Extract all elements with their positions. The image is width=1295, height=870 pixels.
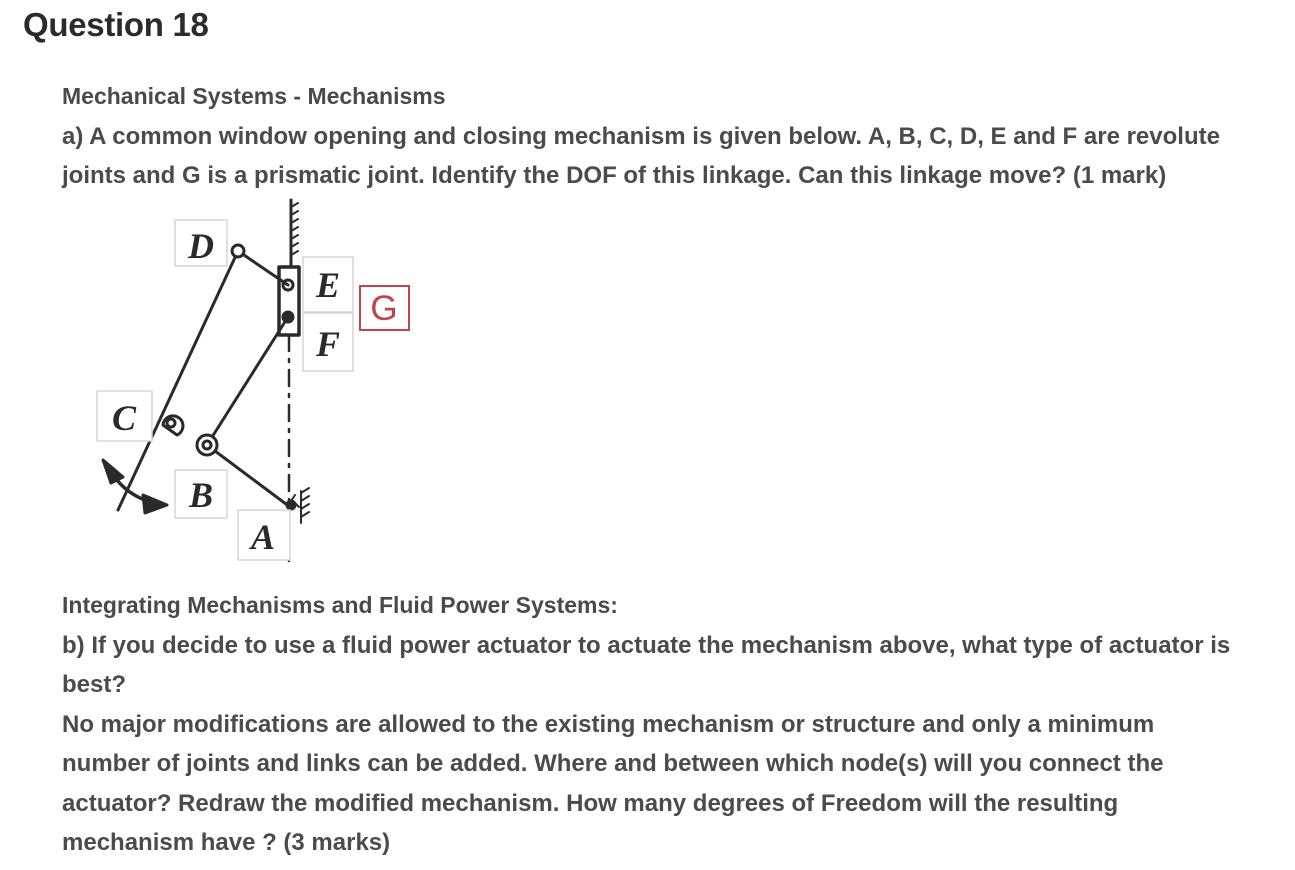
label-C: C [111,398,137,438]
arrow-head-right [143,495,167,513]
part-b-section [62,586,1277,863]
joint-D [232,245,244,257]
link-FB [207,317,288,445]
question-title: Question 18 [23,6,209,43]
joint-C [167,419,175,427]
label-G: G [370,289,398,328]
joint-A [287,501,295,509]
label-D: D [188,226,214,266]
label-B: B [188,475,214,515]
label-A: A [250,517,276,557]
part-b-constraints: No major modifications are allowed to the existing mechanism or structure and only a minimum number of joints and links can be added. Where and between which node(s) will you connect the actuator? Redraw the modified mechanism. How many degrees of Freedom will the resulting mechanism have ? (3 marks) [62,710,1164,856]
part-a-question: a) A common window opening and closing mechanism is given below. A, B, C, D, E and F are revolute joints and G is a prismatic joint. Identify the DOF of this linkage. Can this linkage move? (1 mark) [62,122,1220,189]
part-b-heading: Integrating Mechanisms and Fluid Power Systems: [62,592,618,618]
label-F: F [315,324,341,364]
arrow-head-left [103,460,123,483]
part-b-question: b) If you decide to use a fluid power actuator to actuate the mechanism above, what type of actuator is best? [62,631,1231,698]
part-a-heading: Mechanical Systems - Mechanisms [62,83,446,109]
label-E: E [315,265,341,305]
mechanism-figure [95,195,425,567]
part-a-section [62,77,1272,196]
